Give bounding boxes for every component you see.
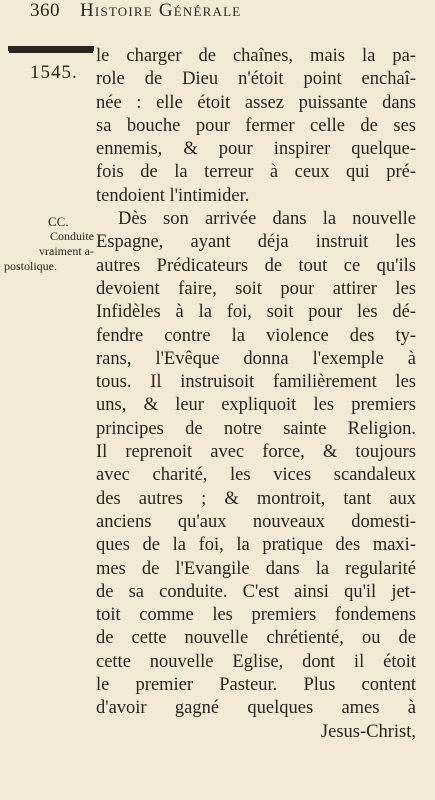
margin-year: 1545.	[30, 62, 78, 83]
text-line: mes de l'Evangile dans la regularité	[96, 558, 416, 579]
margin-note-line: postolique.	[4, 259, 57, 273]
margin-note-line: Conduite	[50, 229, 94, 243]
text-line: uns, & leur expliquoit les premiers	[96, 395, 416, 416]
text-line: des autres ; & montroit, tant aux	[96, 488, 416, 509]
text-line: Infidèles à la foi, soit pour les dé-	[96, 302, 416, 323]
text-line: cette nouvelle Eglise, dont il étoit	[96, 651, 416, 672]
text-line: toit comme les premiers fondemens	[96, 605, 416, 626]
margin-note	[4, 214, 94, 274]
text-line: de cette nouvelle chrétienté, ou de	[96, 628, 416, 649]
text-line: fois de la terreur à ceux qui pré-	[96, 162, 416, 183]
text-line: autres Prédicateurs de tout ce qu'ils	[96, 255, 416, 276]
text-line: role de Dieu n'étoit point enchaî-	[96, 69, 416, 90]
page-header	[12, 0, 423, 26]
text-line: principes de notre sainte Religion.	[96, 418, 416, 439]
text-line: devoient faire, soit pour attirer les	[96, 278, 416, 299]
text-line: de sa conduite. C'est ainsi qu'il jet-	[96, 581, 416, 602]
text-line: Dès son arrivée dans la nouvelle	[118, 209, 416, 230]
text-line: avec charité, les vices scandaleux	[96, 465, 416, 486]
text-line: tendoient l'intimider.	[96, 185, 250, 206]
margin-note-line: vraiment a-	[39, 244, 94, 258]
text-line: anciens qu'aux nouveaux domesti-	[96, 511, 416, 532]
text-line: sa bouche pour fermer celle de ses	[96, 115, 416, 136]
text-line: ques de la foi, la pratique des maxi-	[96, 535, 416, 556]
text-line: Il reprenoit avec force, & toujours	[96, 442, 416, 463]
text-line: le charger de chaînes, mais la pa-	[96, 46, 416, 66]
text-line: d'avoir gagné quelques ames à	[96, 698, 416, 719]
text-line: Jesus-Christ,	[320, 721, 416, 742]
text-line: le premier Pasteur. Plus content	[96, 675, 416, 696]
body-text	[96, 45, 416, 744]
page-number: 360	[30, 0, 60, 21]
text-line: rans, l'Evêque donna l'exemple à	[96, 348, 416, 369]
running-title: Histoire Générale	[80, 0, 242, 21]
ornamental-rule	[8, 46, 94, 51]
text-line: tous. Il instruisoit familièrement les	[96, 372, 416, 393]
margin-note-ref: CC.	[48, 214, 69, 229]
text-line: née : elle étoit assez puissante dans	[96, 92, 416, 113]
text-line: Espagne, ayant déja instruit les	[96, 232, 416, 253]
text-line: fendre contre la violence des ty-	[96, 325, 416, 346]
text-line: ennemis, & pour inspirer quelque-	[96, 139, 416, 160]
